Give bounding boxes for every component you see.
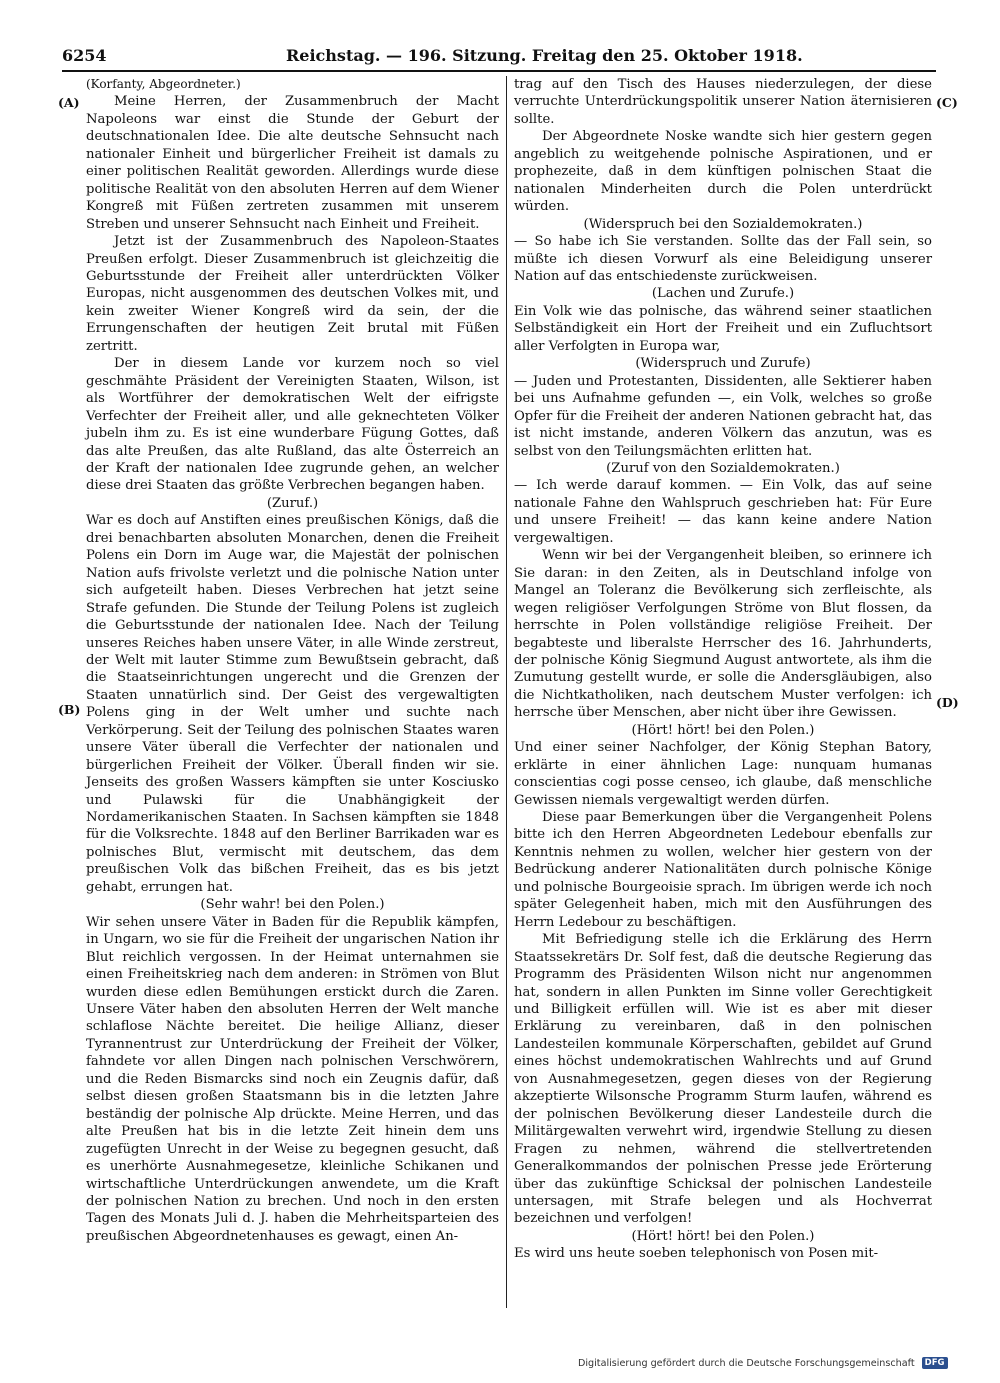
margin-marker-d: (D) <box>936 695 959 710</box>
margin-marker-c: (C) <box>936 95 958 110</box>
header-title: Reichstag. — 196. Sitzung. Freitag den 25. Oktober 1918. <box>286 46 803 65</box>
paragraph: — So habe ich Sie verstanden. Sollte das der Fall sein, so müßte ich diesen Vorwurf als eine Beleidigung unserer Nation auf das entschiedenste zurückweisen. <box>514 234 932 284</box>
paragraph: Es wird uns heute soeben telephonisch von Posen mit- <box>514 1246 879 1262</box>
speaker-label: (Korfanty, Abgeordneter.) <box>86 77 241 91</box>
paragraph: Der in diesem Lande vor kurzem noch so viel geschmähte Präsident der Vereinigten Staaten, Wilson, ist als Wortführer der demokratischen Welt der eifrigste Verfechter der Freiheit aller, und alle geknechteten Völker jubeln ihm zu. Es ist eine wunderbare Fügung Gottes, daß das alte Preußen, das alte Rußland, das alte Österreich an der Kraft der nationalen Idee zugrunde gehen, an welcher diese drei Staaten das größte Verbrechen begangen haben. <box>86 356 499 494</box>
paragraph: Wir sehen unsere Väter in Baden für die Republik kämpfen, in Ungarn, wo sie für die Freiheit der ungarischen Nation ihr Blut reichlich vergossen. In der Heimat unternahmen sie einen Freiheitskrieg nach dem anderen: in Strömen von Blut wurden diese edlen Bemühungen erstickt durch die Zaren. Unsere Väter haben den absoluten Herren der Welt manche schlaflose Nächte bereitet. Die heilige Allianz, dieser Tyrannentrust zur Unterdrückung der Freiheit der Völker, fahndete vor allen Dingen nach polnischen Verschwörern, und die Reden Bismarcks sind noch ein Zeugnis dafür, daß selbst diesen großen Staatsmann bis in die letzten Jahre beständig der polnische Alp drückte. Meine Herren, und das alte Preußen hat bis in die letzte Zeit hinein dem uns zugefügten Unrecht in der Weise zu begegnen gesucht, daß es unerhörte Ausnahmegesetze, kleinliche Schikanen und wirtschaftliche Unterdrückungen anwendete, um die Kraft der polnischen Nation zu brechen. Und noch in den ersten Tagen des Monats Juli d. J. haben die Mehrheitsparteien des preußischen Abgeordnetenhauses es gewagt, einen An- <box>86 914 499 1244</box>
paragraph: Ein Volk wie das polnische, das während seiner staatlichen Selbständigkeit ein Hort der Freiheit und ein Zufluchtsort aller Verfolgten in Europa war, <box>514 303 932 354</box>
paragraph: Und einer seiner Nachfolger, der König Stephan Batory, erklärte in einer ähnlichen Lage: nunquam humanas conscientias cogi posse censeo, ich glaube, daß menschliche Gewissen niemals vergewaltigt werden dürfen. <box>514 740 932 808</box>
interjection: (Hört! hört! bei den Polen.) <box>631 1228 815 1244</box>
page-header <box>62 46 936 68</box>
interjection: (Sehr wahr! bei den Polen.) <box>200 897 385 913</box>
page-number: 6254 <box>62 46 107 65</box>
paragraph: Wenn wir bei der Vergangenheit bleiben, so erinnere ich Sie daran: in den Zeiten, als in Deutschland infolge von Mangel an Toleranz die Bevölkerung sich zerfleischte, als wegen religiöser Verfolgungen Ströme von Blut flossen, da herrschte in Polen vollständige religiöse Freiheit. Der begabteste und liberalste Herrscher des 16. Jahrhunderts, der polnische König Siegmund August antwortete, als ihm die Zumutung gestellt wurde, er solle die Andersgläubigen, also die Nichtkatholiken, nach deutschem Muster verfolgen: ich herrsche über Menschen, aber nicht über ihre Gewissen. <box>514 548 932 721</box>
paragraph: trag auf den Tisch des Hauses niederzulegen, der diese verruchte Unterdrückungspolitik unserer Nation äternisieren sollte. <box>514 77 932 127</box>
paragraph: Meine Herren, der Zusammenbruch der Macht Napoleons war einst die Stunde der Geburt der deutschnationalen Idee. Die alte deutsche Sehnsucht nach nationaler Einheit und bürgerlicher Freiheit ist damals zu einer politischen Realität geworden. Allerdings wurde diese politische Realität von den absoluten Herren auf dem Wiener Kongreß mit Füßen zertreten zusammen mit unserem Streben und unserer Sehnsucht nach Einheit und Freiheit. <box>86 94 499 232</box>
left-column <box>86 76 499 1245</box>
interjection: (Zuruf von den Sozialdemokraten.) <box>606 460 840 476</box>
interjection: (Hört! hört! bei den Polen.) <box>631 722 815 738</box>
header-rule <box>62 70 936 72</box>
paragraph: Der Abgeordnete Noske wandte sich hier gestern gegen angeblich zu weitgehende polnische Aspirationen, und er prophezeite, daß in dem künftigen polnischen Staat die nationalen Minderheiten durch die Polen unterdrückt würden. <box>514 129 932 215</box>
interjection: (Zuruf.) <box>266 495 319 511</box>
column-divider <box>506 76 507 1308</box>
dfg-logo-icon: DFG <box>922 1357 948 1369</box>
paragraph: Jetzt ist der Zusammenbruch des Napoleon-Staates Preußen erfolgt. Dieser Zusammenbruch ist gleichzeitig die Geburtsstunde der Freiheit aller unterdrückten Völker Europas, nicht ausgenommen des deutschen Volkes mit, und kein zweiter Wiener Kongreß wird da sein, der die Errungenschaften der heutigen Zeit brutal mit Füßen zertritt. <box>86 234 499 354</box>
footer-text: Digitalisierung gefördert durch die Deutsche Forschungsgemeinschaft <box>578 1358 915 1369</box>
margin-marker-a: (A) <box>58 95 80 110</box>
margin-marker-b: (B) <box>58 702 81 717</box>
paragraph: — Juden und Protestanten, Dissidenten, alle Sektierer haben bei uns Aufnahme gefunden —, ein Volk, welches so große Opfer für die Freiheit der anderen Nationen gebracht hat, das ist nicht imstande, anderen Völkern das anzutun, was es selbst von den Teilungsmächten erlitten hat. <box>514 373 932 459</box>
digitization-footer <box>578 1357 990 1373</box>
interjection: (Lachen und Zurufe.) <box>651 286 795 302</box>
paragraph: War es doch auf Anstiften eines preußischen Königs, daß die drei benachbarten absoluten Monarchen, denen die Freiheit Polens ein Dorn im Auge war, die Majestät der polnischen Nation aufs frivolste verletzt und die polnische Nation unter sich aufgeteilt haben. Dieses Verbrechen hat jetzt seine Strafe gefunden. Die Stunde der Teilung Polens ist zugleich die Geburtsstunde der nationalen Idee. Nach der Teilung unseres Reiches haben unsere Väter, in alle Winde zerstreut, der Welt mit lauter Stimme zum Bewußtsein gebracht, daß die Staatseinrichtungen ungerecht und die Grenzen der Staaten unnatürlich sind. Der Geist des vergewaltigten Polens ging in der Welt umher und suchte nach Verkörperung. Seit der Teilung des polnischen Staates waren unsere Väter überall die Verfechter der nationalen und bürgerlichen Freiheit der Völker. Überall finden wir sie. Jenseits des großen Wassers kämpften sie unter Kosciusko und Pulawski für die Unabhängigkeit der Nordamerikanischen Staaten. In Sachsen kämpften sie 1848 für die Volksrechte. 1848 auf den Berliner Barrikaden war es polnisches Blut, vermischt mit deutschem, das dem preußischen Volk das bißchen Freiheit, das es bis jetzt gehabt, errungen hat. <box>86 513 499 895</box>
interjection: (Widerspruch und Zurufe) <box>635 356 811 372</box>
paragraph: Diese paar Bemerkungen über die Vergangenheit Polens bitte ich den Herren Abgeordneten Ledebour ebenfalls zur Kenntnis nehmen zu wollen, welcher hier gestern von der Bedrückung anderer Nationalitäten durch polnische Könige und polnische Bourgeoisie sprach. Im übrigen werde ich noch später Gelegenheit haben, mich mit den Ausführungen des Herrn Ledebour zu beschäftigen. <box>514 810 932 930</box>
interjection: (Widerspruch bei den Sozialdemokraten.) <box>583 216 863 232</box>
right-column <box>514 76 932 1263</box>
paragraph: — Ich werde darauf kommen. — Ein Volk, das auf seine nationale Fahne den Wahlspruch geschrieben hat: Für Eure und unsere Freiheit! — das kann keine andere Nation vergewaltigen. <box>514 478 932 546</box>
paragraph: Mit Befriedigung stelle ich die Erklärung des Herrn Staatssekretärs Dr. Solf fest, daß die deutsche Regierung das Programm des Präsidenten Wilson nicht nur angenommen hat, sondern in allen Punkten im Sinne voller Gerechtigkeit und Billigkeit erfüllen will. Wie ist es aber mit dieser Erklärung zu vereinbaren, daß in den polnischen Landesteilen kommunale Körperschaften, gebildet auf Grund eines höchst undemokratischen Wahlrechts und auf Grund von Ausnahmegesetzen, gegen dieses von der Regierung akzeptierte Wilsonsche Programm Sturm laufen, während es der polnischen Bevölkerung dieser Landesteile durch die Militärgewalten verwehrt wird, irgendwie Stellung zu diesen Fragen zu nehmen, während die stellvertretenden Generalkommandos der polnischen Presse jede Erörterung über das zukünftige Schicksal der polnischen Landesteile untersagen, mit Strafe belegen und als Hochverrat bezeichnen und verfolgen! <box>514 932 932 1227</box>
